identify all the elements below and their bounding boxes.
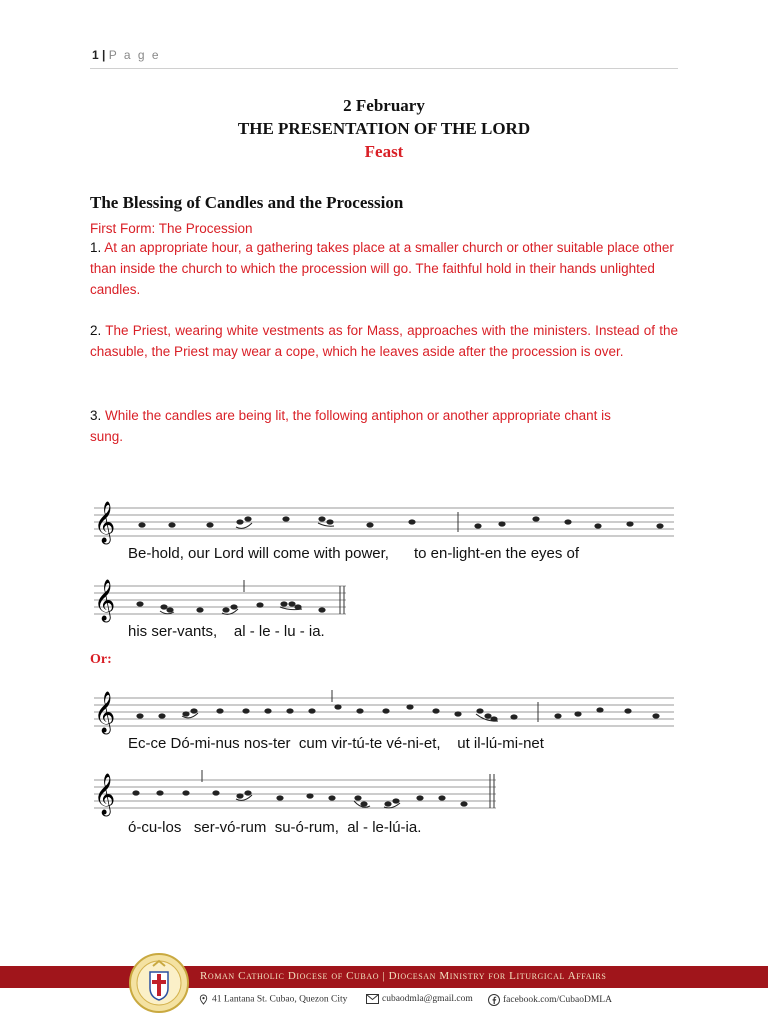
section-title: The Blessing of Candles and the Procession: [90, 193, 404, 212]
rubric-3: 3. While the candles are being lit, the following antiphon or another appropriate chant is sung.: [90, 408, 611, 444]
treble-clef-icon: 𝄞: [94, 692, 116, 732]
footer-organization: Roman Catholic Diocese of Cubao | Diocesan Ministry for Liturgical Affairs: [200, 970, 607, 982]
location-pin-icon: [198, 994, 209, 1005]
feast-date: 2 February: [343, 96, 425, 115]
or-label: Or:: [90, 652, 112, 667]
chant-staff-2: [90, 574, 678, 642]
treble-clef-icon: 𝄞: [94, 580, 116, 620]
facebook-icon: [488, 994, 500, 1006]
footer-email[interactable]: cubaodmla@gmail.com: [366, 994, 473, 1004]
treble-clef-icon: 𝄞: [94, 502, 116, 542]
chant-staff-1: [90, 496, 678, 564]
chant-staff-4: [90, 768, 678, 838]
header-rule: [90, 68, 678, 69]
page-number: 1 | P a g e: [92, 48, 161, 62]
treble-clef-icon: 𝄞: [94, 774, 116, 814]
chant-lyrics-4: ó-cu-los ser-vó-rum su-ó-rum, al - le-lú-ia.: [128, 819, 422, 836]
feast-name: THE PRESENTATION OF THE LORD: [237, 119, 531, 138]
footer-facebook[interactable]: facebook.com/CubaoDMLA: [488, 994, 612, 1006]
form-label: First Form: The Procession: [90, 221, 253, 236]
rubric-1: 1. At an appropriate hour, a gathering takes place at a smaller church or other suitable place other than inside the church to which the procession will go. The faithful hold in their hands unlighted candles.: [90, 240, 674, 297]
chant-lyrics-1: Be-hold, our Lord will come with power, to en-light-en the eyes of: [128, 545, 580, 562]
chant-staff-3: [90, 686, 678, 754]
envelope-icon: [366, 994, 379, 1004]
rubric-2: 2. The Priest, wearing white vestments as for Mass, approaches with the ministers. Instead of the chasuble, the Priest may wear a cope, which he leaves aside after the procession is over.: [90, 323, 678, 359]
footer-address: 41 Lantana St. Cubao, Quezon City: [198, 994, 347, 1005]
diocese-seal-icon: [128, 952, 190, 1014]
feast-rank: Feast: [364, 142, 404, 161]
chant-lyrics-2: his ser-vants, al - le - lu - ia.: [128, 623, 325, 640]
chant-lyrics-3: Ec-ce Dó-mi-nus nos-ter cum vir-tú-te vé-ni-et, ut il-lú-mi-net: [128, 735, 544, 752]
title-block: [0, 94, 768, 163]
